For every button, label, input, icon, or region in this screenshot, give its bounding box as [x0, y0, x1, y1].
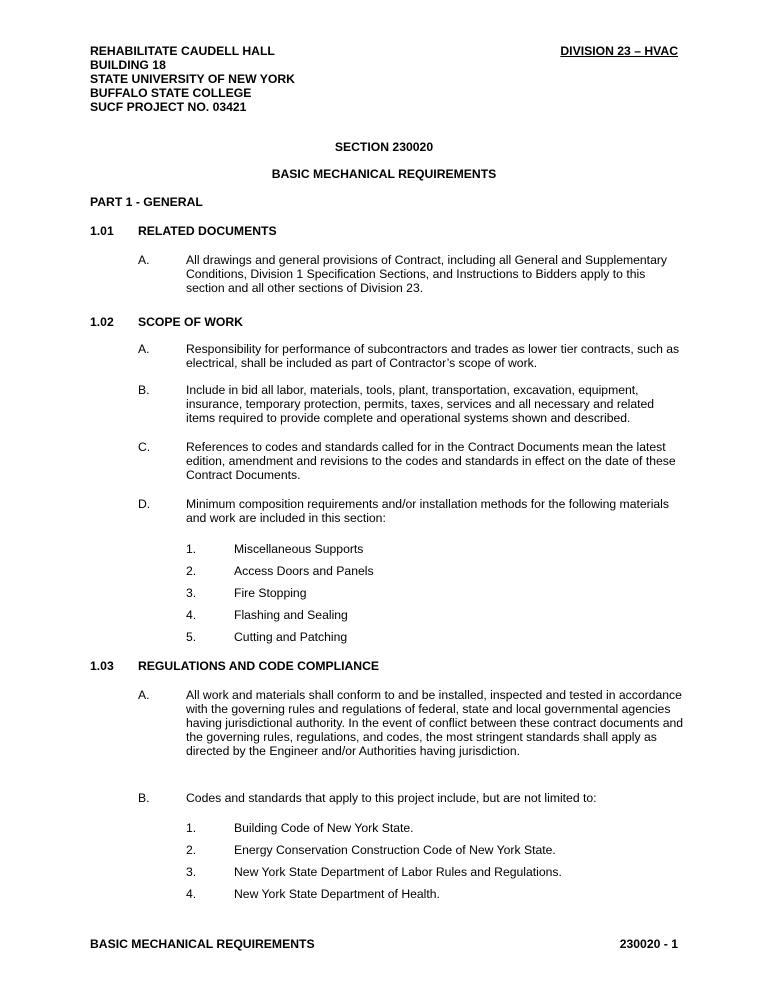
paragraph-letter: B.: [138, 791, 150, 805]
header-line: BUFFALO STATE COLLEGE: [90, 86, 252, 100]
header-line: REHABILITATE CAUDELL HALL: [90, 44, 275, 58]
section-number: SECTION 230020: [334, 140, 434, 154]
list-item: Fire Stopping: [234, 586, 307, 600]
list-item: Building Code of New York State.: [234, 821, 414, 835]
paragraph-text: Codes and standards that apply to this project include, but are not limited to:: [186, 791, 597, 805]
list-item-number: 3.: [186, 586, 197, 600]
list-item-number: 2.: [186, 843, 197, 857]
article-title: SCOPE OF WORK: [138, 315, 243, 329]
page-number: 230020 - 1: [619, 937, 678, 951]
list-item: New York State Department of Labor Rules and Regulations.: [234, 865, 562, 879]
list-item-number: 1.: [186, 821, 197, 835]
header-line: SUCF PROJECT NO. 03421: [90, 100, 247, 114]
list-item-number: 5.: [186, 630, 197, 644]
list-item: Cutting and Patching: [234, 630, 348, 644]
list-item: Flashing and Sealing: [234, 608, 348, 622]
paragraph-letter: A.: [138, 688, 150, 702]
article-number: 1.03: [90, 659, 114, 673]
list-item: Energy Conservation Construction Code of New York State.: [234, 843, 556, 857]
list-item: Access Doors and Panels: [234, 564, 374, 578]
project-header: [90, 44, 295, 114]
list-item-number: 3.: [186, 865, 197, 879]
paragraph-text: All work and materials shall conform to and be installed, inspected and tested in accordance with the governing rules and regulations of federal, state and local governmental agencies having jurisdictional authority. In the event of conflict between these contract documents and the governing rules, regulations, and codes, the most stringent standards shall apply as directed by the Engineer and/or Authorities having jurisdiction.: [186, 688, 684, 758]
article-title: RELATED DOCUMENTS: [138, 224, 277, 238]
list-item: New York State Department of Health.: [234, 887, 440, 901]
paragraph-letter: A.: [138, 253, 150, 267]
paragraph-text: References to codes and standards called for in the Contract Documents mean the latest edition, amendment and revisions to the codes and standards in effect on the date of these Contract Documents.: [186, 440, 676, 482]
list-item-number: 1.: [186, 542, 197, 556]
list-item-number: 4.: [186, 608, 197, 622]
article-title: REGULATIONS AND CODE COMPLIANCE: [138, 659, 380, 673]
list-item-number: 2.: [186, 564, 197, 578]
header-line: BUILDING 18: [90, 58, 166, 72]
footer-title: BASIC MECHANICAL REQUIREMENTS: [90, 937, 315, 951]
part-title: PART 1 - GENERAL: [90, 195, 203, 209]
section-title: BASIC MECHANICAL REQUIREMENTS: [271, 167, 497, 181]
paragraph-text: Responsibility for performance of subcontractors and trades as lower tier contracts, such as electrical, shall be included as part of Contractor’s scope of work.: [186, 342, 680, 370]
header-line: STATE UNIVERSITY OF NEW YORK: [90, 72, 295, 86]
list-item-number: 4.: [186, 887, 197, 901]
paragraph-letter: A.: [138, 342, 150, 356]
paragraph-letter: D.: [138, 497, 151, 511]
paragraph-letter: B.: [138, 383, 150, 397]
paragraph-text: Minimum composition requirements and/or installation methods for the following materials and work are included in this section:: [186, 497, 669, 525]
paragraph-text: Include in bid all labor, materials, tools, plant, transportation, excavation, equipment, insurance, temporary protection, permits, taxes, services and all necessary and related items required to provide complete and operational systems shown and described.: [186, 383, 655, 425]
paragraph-letter: C.: [138, 440, 151, 454]
article-number: 1.01: [90, 224, 114, 238]
division-label: DIVISION 23 – HVAC: [560, 44, 678, 58]
paragraph-text: All drawings and general provisions of Contract, including all General and Supplementary Conditions, Division 1 Specification Sections, and Instructions to Bidders apply to this section and all other sections of Division 23.: [186, 253, 668, 295]
list-item: Miscellaneous Supports: [234, 542, 364, 556]
article-number: 1.02: [90, 315, 114, 329]
